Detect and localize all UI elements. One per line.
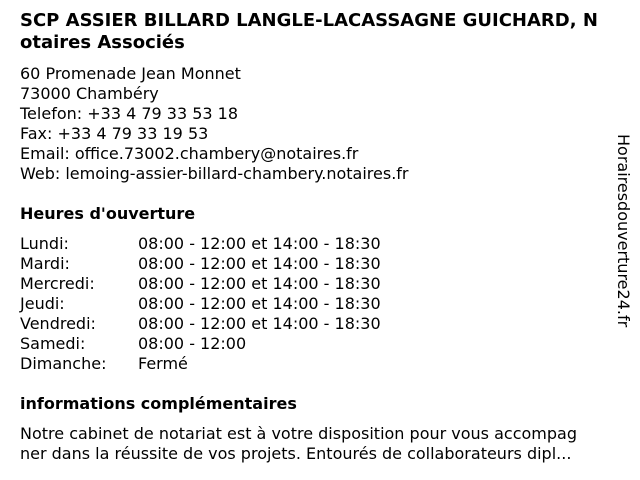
- day-hours: 08:00 - 12:00 et 14:00 - 18:30: [138, 294, 381, 313]
- day-hours: 08:00 - 12:00 et 14:00 - 18:30: [138, 314, 381, 333]
- hours-row-sunday: [20, 354, 381, 374]
- day-hours: 08:00 - 12:00 et 14:00 - 18:30: [138, 274, 381, 293]
- day-label: Vendredi:: [20, 314, 96, 333]
- day-hours: Fermé: [138, 354, 188, 373]
- watermark: [612, 134, 634, 346]
- info-line: ner dans la réussite de vos projets. Entourés de collaborateurs dipl...: [20, 444, 572, 463]
- day-hours: 08:00 - 12:00: [138, 334, 247, 353]
- office-title: SCP ASSIER BILLARD LANGLE-LACASSAGNE GUICHARD, Notaires Associés: [20, 10, 598, 53]
- day-label: Jeudi:: [20, 294, 65, 313]
- website-link[interactable]: Web: lemoing-assier-billard-chambery.notaires.fr: [20, 164, 409, 183]
- address-city: 73000 Chambéry: [20, 84, 159, 103]
- hours-row-thursday: [20, 294, 381, 314]
- info-line: Notre cabinet de notariat est à votre disposition pour vous accompag: [20, 424, 577, 443]
- day-label: Dimanche:: [20, 354, 107, 373]
- opening-hours-list: [20, 234, 381, 374]
- contact-block: [20, 64, 409, 184]
- email-address[interactable]: Email: office.73002.chambery@notaires.fr: [20, 144, 359, 163]
- day-label: Mercredi:: [20, 274, 95, 293]
- address-street: 60 Promenade Jean Monnet: [20, 64, 241, 83]
- fax-number: Fax: +33 4 79 33 19 53: [20, 124, 209, 143]
- day-label: Samedi:: [20, 334, 86, 353]
- hours-row-saturday: [20, 334, 381, 354]
- day-hours: 08:00 - 12:00 et 14:00 - 18:30: [138, 234, 381, 253]
- hours-heading: Heures d'ouverture: [20, 204, 196, 223]
- day-hours: 08:00 - 12:00 et 14:00 - 18:30: [138, 254, 381, 273]
- watermark-text: Horairesdouverture24.fr: [614, 134, 633, 328]
- day-label: Mardi:: [20, 254, 70, 273]
- info-text: [20, 424, 630, 464]
- hours-row-tuesday: [20, 254, 381, 274]
- hours-row-wednesday: [20, 274, 381, 294]
- info-heading: informations complémentaires: [20, 394, 297, 413]
- day-label: Lundi:: [20, 234, 69, 253]
- hours-row-monday: [20, 234, 381, 254]
- phone-number[interactable]: Telefon: +33 4 79 33 53 18: [20, 104, 239, 123]
- hours-row-friday: [20, 314, 381, 334]
